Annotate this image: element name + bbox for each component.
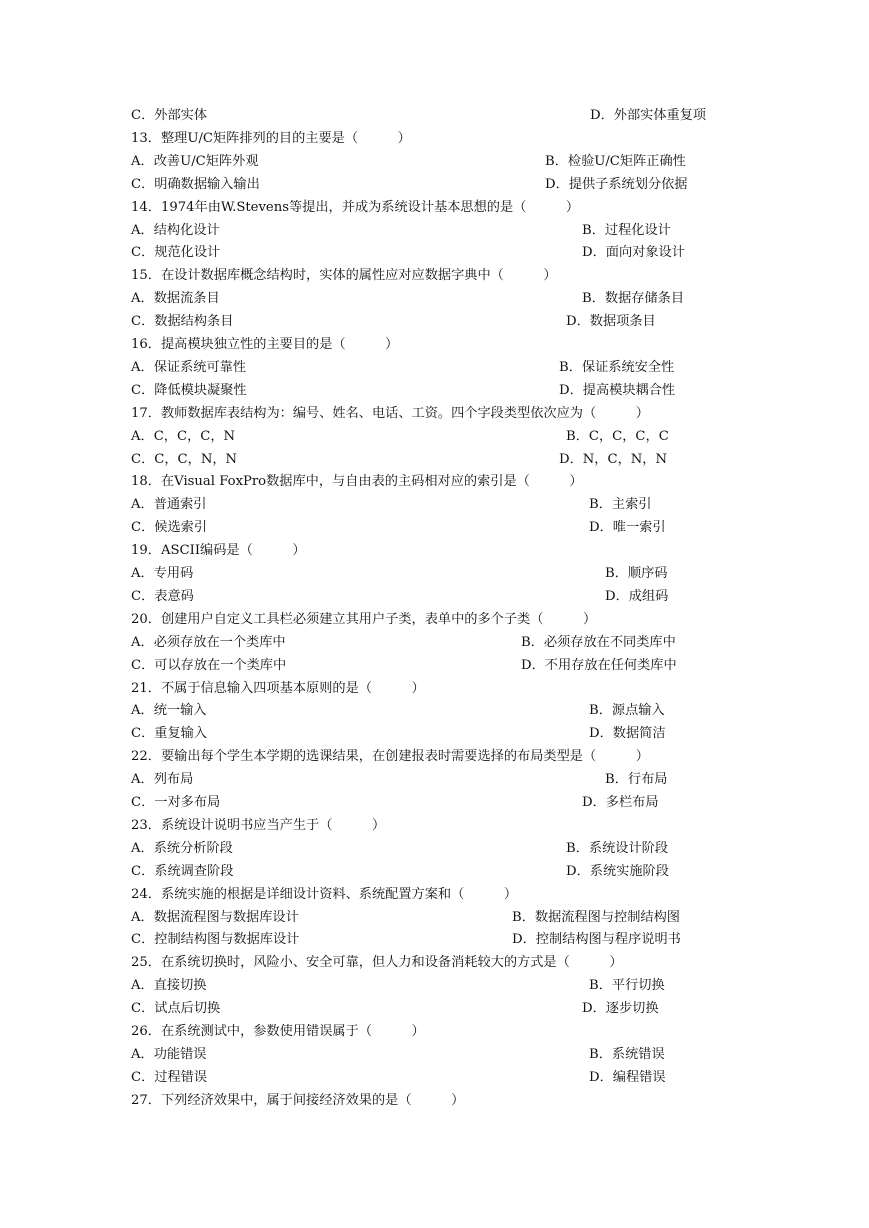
question-line (0, 470, 869, 493)
option-right: D．逐步切换 (582, 1001, 659, 1017)
option-right: B．数据存储条目 (582, 291, 685, 307)
option-line (0, 562, 869, 585)
question-text: 14．1974年由W.Stevens等提出，并成为系统设计基本思想的是（ ） (131, 199, 580, 215)
option-line (0, 654, 869, 677)
option-left: C．降低模块凝聚性 (131, 382, 247, 398)
question-text: 13．整理U/C矩阵排列的目的主要是（ ） (131, 130, 411, 146)
option-left: A．结构化设计 (131, 222, 220, 238)
option-line (0, 104, 869, 127)
question-line (0, 402, 869, 425)
question-line (0, 196, 869, 219)
option-right: D．面向对象设计 (582, 245, 685, 261)
option-right: D．编程错误 (589, 1069, 666, 1085)
question-text: 17．教师数据库表结构为：编号、姓名、电话、工资。四个字段类型依次应为（ ） (131, 405, 649, 421)
option-left: C．试点后切换 (131, 1001, 221, 1017)
option-line (0, 585, 869, 608)
question-text: 19．ASCII编码是（ ） (131, 543, 306, 559)
option-left: A．统一输入 (131, 703, 207, 719)
question-line (0, 539, 869, 562)
option-left: A．直接切换 (131, 978, 207, 994)
question-text: 15．在设计数据库概念结构时，实体的属性应对应数据字典中（ ） (131, 268, 557, 284)
option-line (0, 997, 869, 1020)
question-line (0, 677, 869, 700)
question-line (0, 814, 869, 837)
option-line (0, 219, 869, 242)
option-right: D．提供子系统划分依据 (545, 176, 688, 192)
question-line (0, 1020, 869, 1043)
option-right: D．外部实体重复项 (590, 108, 707, 123)
question-line (0, 951, 869, 974)
question-text: 25．在系统切换时，风险小、安全可靠，但人力和设备消耗较大的方式是（ ） (131, 955, 623, 971)
option-right: B．过程化设计 (582, 222, 671, 238)
option-right: D．多栏布局 (582, 795, 659, 810)
option-right: D．成组码 (605, 588, 669, 604)
option-right: B．检验U/C矩阵正确性 (545, 153, 686, 169)
option-line (0, 241, 869, 264)
option-right: D．数据简洁 (589, 726, 666, 742)
option-right: D．数据项条目 (566, 314, 656, 330)
option-line (0, 516, 869, 539)
option-line (0, 493, 869, 516)
option-left: A．必须存放在一个类库中 (131, 634, 286, 650)
option-line (0, 1043, 869, 1066)
option-line (0, 150, 869, 173)
option-line (0, 425, 869, 448)
question-text: 16．提高模块独立性的主要目的是（ ） (131, 337, 399, 352)
option-line (0, 791, 869, 814)
question-text: 18．在Visual FoxPro数据库中，与自由表的主码相对应的索引是（ ） (131, 474, 583, 490)
question-line (0, 333, 869, 356)
option-right: B．系统错误 (589, 1046, 665, 1062)
option-left: C．规范化设计 (131, 245, 221, 261)
option-line (0, 1066, 869, 1089)
option-right: B．必须存放在不同类库中 (521, 634, 676, 650)
option-line (0, 860, 869, 883)
option-left: C．外部实体 (131, 108, 208, 123)
option-left: A．列布局 (131, 772, 194, 788)
question-text: 21．不属于信息输入四项基本原则的是（ ） (131, 680, 425, 696)
option-left: A．系统分析阶段 (131, 840, 233, 856)
option-line (0, 837, 869, 860)
option-line (0, 722, 869, 745)
question-text: 26．在系统测试中，参数使用错误属于（ ） (131, 1024, 425, 1039)
option-line (0, 287, 869, 310)
option-line (0, 173, 869, 196)
option-right: B．系统设计阶段 (566, 840, 669, 856)
option-right: B．数据流程图与控制结构图 (512, 909, 680, 925)
option-line (0, 310, 869, 333)
option-left: A．数据流程图与数据库设计 (131, 909, 299, 925)
option-left: A．功能错误 (131, 1046, 207, 1062)
option-right: D．系统实施阶段 (566, 863, 669, 879)
option-right: D．唯一索引 (589, 520, 666, 536)
option-line (0, 631, 869, 654)
option-left: C．候选索引 (131, 520, 208, 536)
question-line (0, 127, 869, 150)
question-line (0, 608, 869, 631)
option-line (0, 379, 869, 402)
option-right: D．提高模块耦合性 (559, 382, 676, 398)
option-left: A．专用码 (131, 566, 194, 581)
option-left: A．普通索引 (131, 497, 207, 513)
option-right: B．C，C，C，C (566, 428, 669, 444)
option-line (0, 974, 869, 997)
option-right: B．主索引 (589, 497, 652, 513)
option-right: D．不用存放在任何类库中 (521, 657, 677, 673)
option-left: A．保证系统可靠性 (131, 359, 247, 375)
question-line (0, 745, 869, 768)
question-line (0, 1089, 869, 1112)
option-right: B．源点输入 (589, 703, 665, 719)
option-line (0, 928, 869, 951)
option-left: C．控制结构图与数据库设计 (131, 932, 300, 948)
option-left: C．数据结构条目 (131, 314, 234, 330)
option-left: C．过程错误 (131, 1069, 208, 1085)
option-left: C．系统调查阶段 (131, 863, 234, 879)
question-line (0, 883, 869, 906)
option-right: B．保证系统安全性 (559, 359, 675, 375)
option-left: C．一对多布局 (131, 795, 221, 810)
option-left: C．C，C，N，N (131, 451, 238, 467)
option-left: C．表意码 (131, 588, 194, 604)
question-text: 23．系统设计说明书应当产生于（ ） (131, 817, 386, 833)
option-line (0, 768, 869, 791)
option-right: B．顺序码 (605, 566, 668, 581)
question-text: 24．系统实施的根据是详细设计资料、系统配置方案和（ ） (131, 886, 518, 902)
option-left: C．可以存放在一个类库中 (131, 657, 287, 673)
option-line (0, 699, 869, 722)
option-line (0, 356, 869, 379)
question-line (0, 264, 869, 287)
option-left: C．明确数据输入输出 (131, 176, 260, 192)
option-left: C．重复输入 (131, 726, 208, 742)
question-text: 20．创建用户自定义工具栏必须建立其用户子类，表单中的多个子类（ ） (131, 611, 597, 627)
option-line (0, 906, 869, 929)
option-left: A．C，C，C，N (131, 428, 236, 444)
option-right: D．控制结构图与程序说明书 (512, 932, 681, 948)
option-line (0, 448, 869, 471)
option-left: A．改善U/C矩阵外观 (131, 153, 259, 169)
question-text: 22．要输出每个学生本学期的选课结果，在创建报表时需要选择的布局类型是（ ） (131, 749, 649, 765)
option-right: D．N，C，N，N (559, 451, 668, 467)
option-right: B．行布局 (605, 772, 668, 788)
option-left: A．数据流条目 (131, 291, 220, 307)
question-text: 27．下列经济效果中，属于间接经济效果的是（ ） (131, 1092, 465, 1108)
option-right: B．平行切换 (589, 978, 665, 994)
